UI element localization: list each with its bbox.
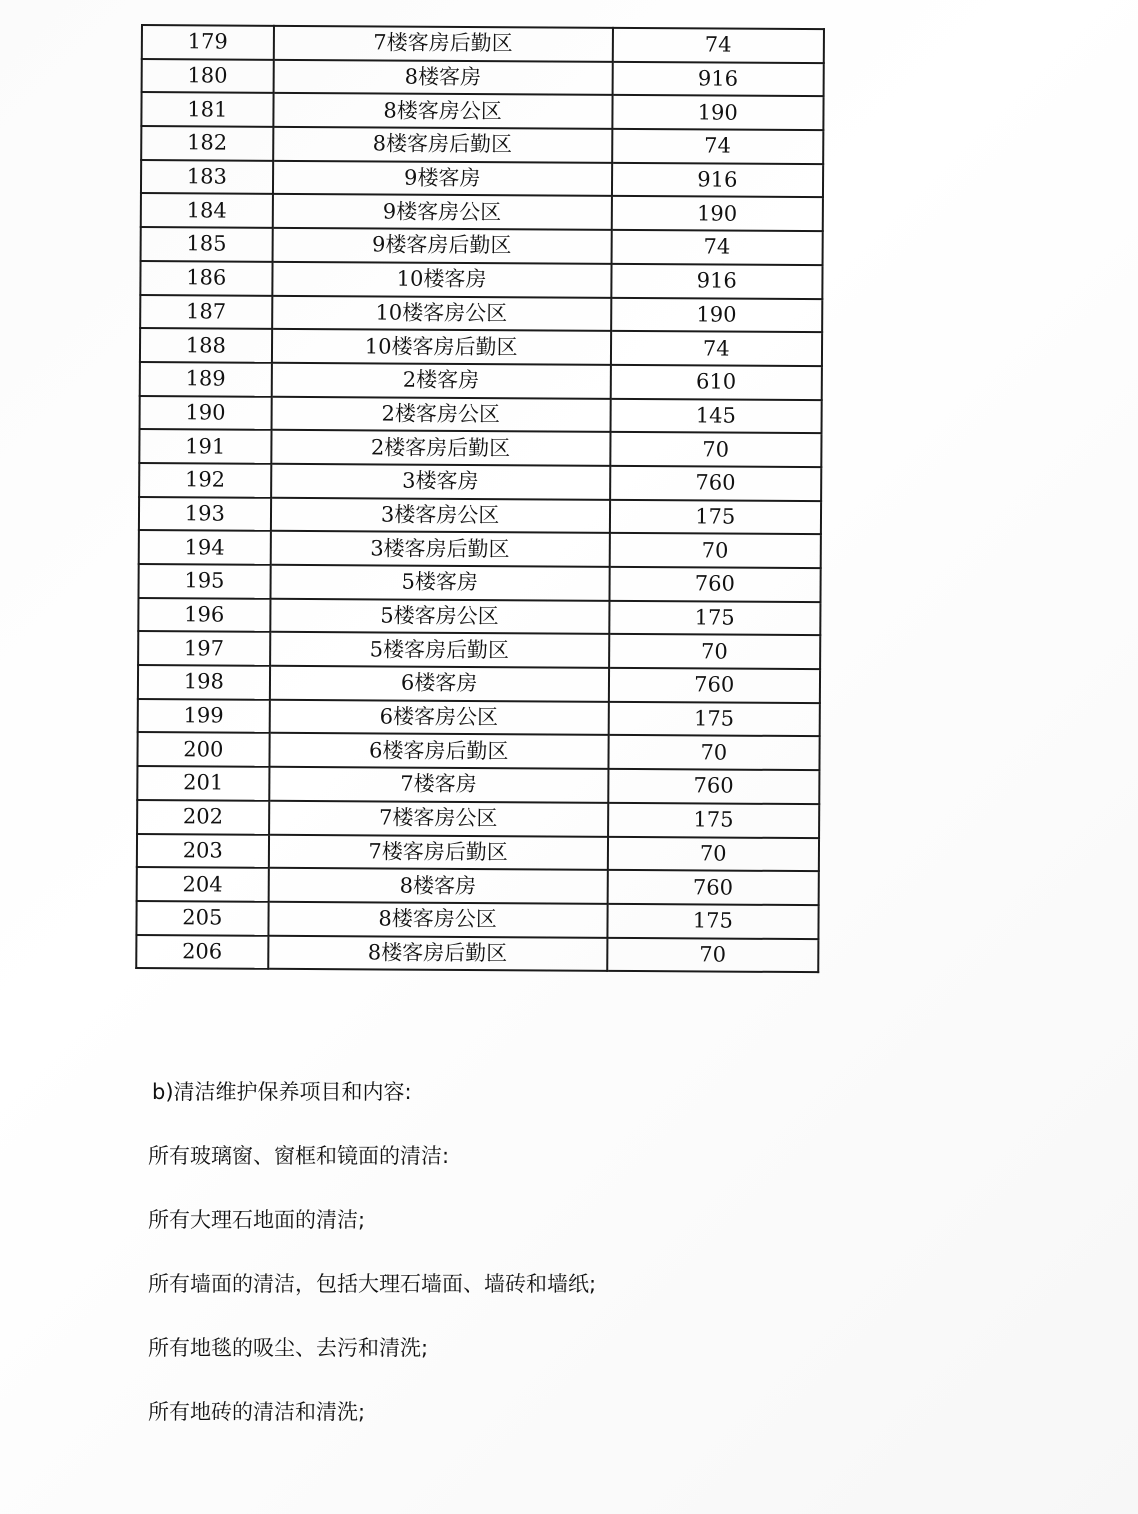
area-name: 9楼客房公区 [272,194,611,230]
area-name: 5楼客房公区 [270,598,609,634]
spacer [148,1112,596,1136]
area-name: 2楼客房 [271,363,610,399]
table-row [138,665,820,703]
area-value: 175 [609,601,821,636]
area-name: 8楼客房 [273,59,612,95]
row-number: 185 [141,227,273,261]
area-value: 175 [608,803,820,838]
table-row [141,126,823,164]
area-name: 7楼客房后勤区 [269,834,608,870]
spacer [148,1176,596,1200]
row-number: 204 [137,867,269,901]
table-row [138,631,820,669]
area-name: 7楼客房后勤区 [273,26,612,62]
table-row [137,766,819,804]
area-value: 190 [611,297,823,332]
table-row [141,227,823,265]
area-value: 70 [610,432,822,467]
table-row [136,901,818,939]
row-number: 189 [140,362,272,396]
row-number: 195 [138,564,270,598]
area-value: 760 [608,668,820,703]
area-value: 760 [609,567,821,602]
area-value: 70 [608,735,820,770]
section-item: 所有地毯的吸尘、去污和清洗; [148,1336,429,1360]
row-number: 191 [139,429,271,463]
area-value: 74 [612,28,824,63]
row-number: 194 [139,530,271,564]
area-value: 190 [612,95,824,130]
area-value: 70 [607,836,819,871]
row-number: 201 [137,766,269,800]
row-number: 180 [142,59,274,93]
row-number: 183 [141,160,273,194]
section-item: 所有玻璃窗、窗框和镜面的清洁: [148,1144,450,1168]
row-number: 198 [138,665,270,699]
area-value: 175 [609,499,821,534]
table-row [138,699,820,737]
row-number: 187 [140,295,272,329]
area-value: 916 [612,62,824,97]
row-number: 205 [136,901,268,935]
spacer [148,1240,596,1264]
area-value: 175 [607,904,819,939]
area-name: 5楼客房 [270,565,609,601]
area-value: 74 [611,230,823,265]
area-table-body [136,25,824,972]
area-name: 7楼客房公区 [269,801,608,837]
area-value: 610 [610,365,822,400]
section-heading: b)清洁维护保养项目和内容: [152,1080,412,1104]
table-row [138,598,820,636]
table-row [140,362,822,400]
table-row [141,193,823,231]
row-number: 179 [142,25,274,59]
area-value: 70 [609,533,821,568]
table-row [139,429,821,467]
table-row [140,295,822,333]
table-row [139,463,821,501]
area-name: 7楼客房 [269,767,608,803]
table-row [139,497,821,535]
row-number: 181 [141,92,273,126]
area-value: 145 [610,398,822,433]
area-name: 10楼客房公区 [272,295,611,331]
table-row [142,25,824,63]
row-number: 186 [140,261,272,295]
cleaning-section [148,1072,596,1432]
row-number: 190 [140,396,272,430]
table-row [141,92,823,130]
area-value: 760 [608,769,820,804]
row-number: 200 [137,732,269,766]
area-name: 6楼客房 [270,666,609,702]
area-name: 2楼客房后勤区 [271,430,610,466]
table-row [139,530,821,568]
area-name: 5楼客房后勤区 [270,632,609,668]
area-name: 2楼客房公区 [271,396,610,432]
area-name: 9楼客房后勤区 [272,228,611,264]
area-name: 6楼客房后勤区 [269,733,608,769]
area-value: 190 [611,196,823,231]
area-name: 8楼客房公区 [268,902,607,938]
spacer [148,1368,596,1392]
table-row [138,564,820,602]
area-value: 760 [610,466,822,501]
row-number: 184 [141,193,273,227]
row-number: 188 [140,328,272,362]
area-value: 70 [607,937,819,972]
row-number: 199 [138,699,270,733]
area-name: 3楼客房 [271,464,610,500]
area-value: 74 [612,129,824,164]
area-value: 916 [612,163,824,198]
area-name: 9楼客房 [273,161,612,197]
area-table [135,24,825,973]
row-number: 196 [138,598,270,632]
row-number: 203 [137,833,269,867]
row-number: 192 [139,463,271,497]
area-name: 3楼客房公区 [271,497,610,533]
spacer [148,1304,596,1328]
area-name: 8楼客房后勤区 [268,935,607,971]
area-value: 70 [609,634,821,669]
area-value: 175 [608,702,820,737]
area-name: 8楼客房 [268,868,607,904]
table-row [140,261,822,299]
area-name: 3楼客房后勤区 [270,531,609,567]
section-item: 所有地砖的清洁和清洗; [148,1400,366,1424]
table-row [142,59,824,97]
row-number: 197 [138,631,270,665]
row-number: 202 [137,800,269,834]
section-item: 所有大理石地面的清洁; [148,1208,366,1232]
area-name: 6楼客房公区 [269,700,608,736]
table-row [136,935,818,973]
area-value: 916 [611,264,823,299]
area-value: 760 [607,870,819,905]
table-row [137,800,819,838]
table-row [137,732,819,770]
area-name: 10楼客房 [272,262,611,298]
table-row [137,833,819,871]
area-name: 8楼客房公区 [273,93,612,129]
row-number: 193 [139,497,271,531]
row-number: 206 [136,935,268,969]
area-name: 8楼客房后勤区 [273,127,612,163]
table-row [140,328,822,366]
table-row [137,867,819,905]
section-item: 所有墙面的清洁，包括大理石墙面、墙砖和墙纸; [148,1272,597,1296]
table-row [141,160,823,198]
table-row [140,396,822,434]
area-name: 10楼客房后勤区 [272,329,611,365]
row-number: 182 [141,126,273,160]
area-value: 74 [611,331,823,366]
